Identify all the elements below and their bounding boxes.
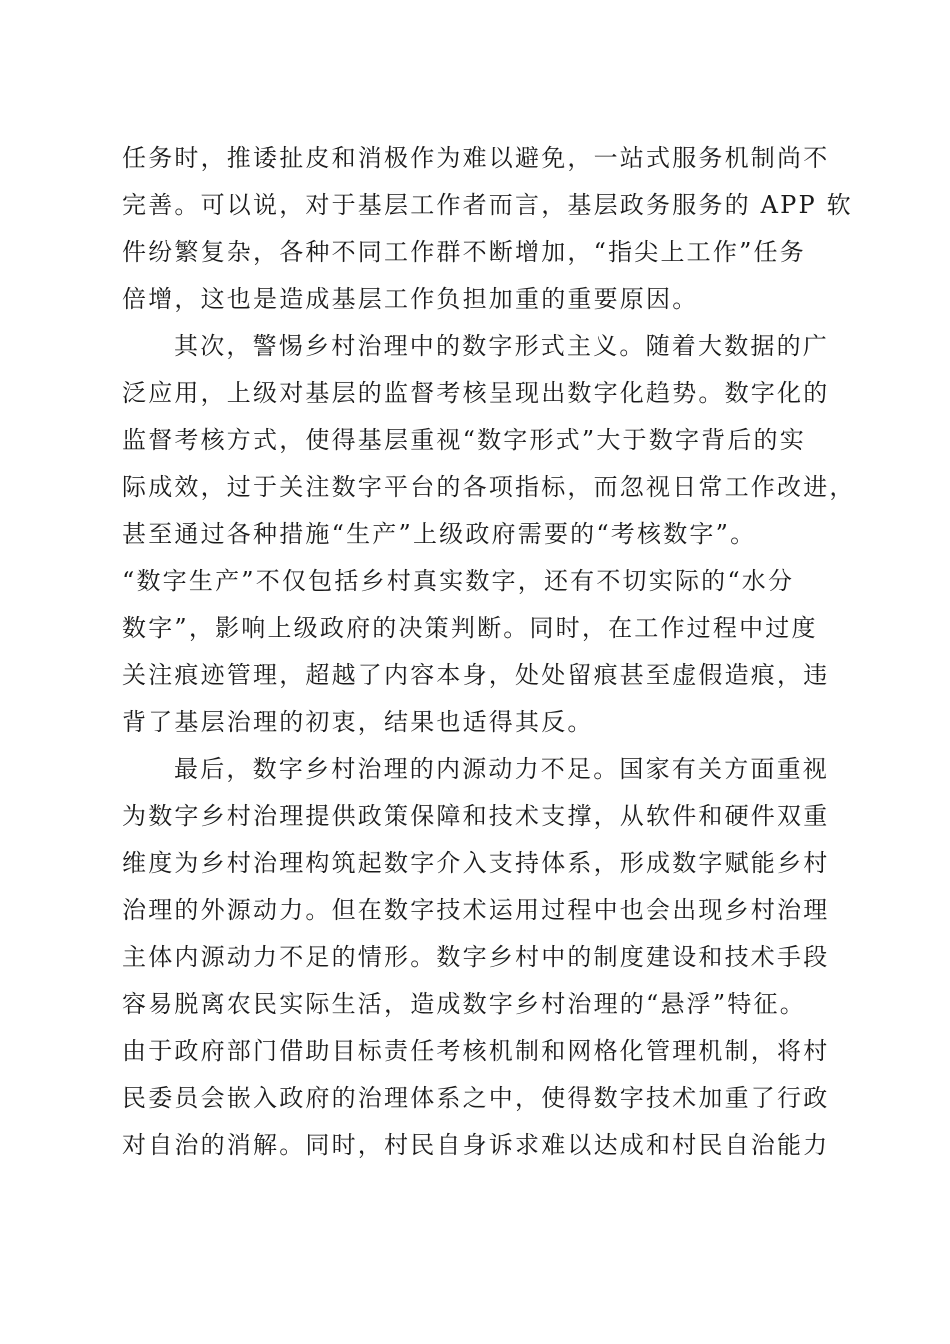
- text-line: 关注痕迹管理，超越了内容本身，处处留痕甚至虚假造痕，违: [122, 661, 830, 689]
- text-line: 监督考核方式，使得基层重视“数字形式”大于数字背后的实: [122, 426, 806, 454]
- text-line: 甚至通过各种措施“生产”上级政府需要的“考核数字”。: [122, 520, 757, 548]
- text-line: 维度为乡村治理构筑起数字介入支持体系，形成数字赋能乡村: [122, 849, 830, 877]
- text-line: 由于政府部门借助目标责任考核机制和网格化管理机制，将村: [122, 1037, 830, 1065]
- text-line: “数字生产”不仅包括乡村真实数字，还有不切实际的“水分: [122, 567, 795, 595]
- text-line: 容易脱离农民实际生活，造成数字乡村治理的“悬浮”特征。: [122, 990, 806, 1018]
- text-line: 泛应用，上级对基层的监督考核呈现出数字化趋势。数字化的: [122, 379, 830, 407]
- text-line: 为数字乡村治理提供政策保障和技术支撑，从软件和硬件双重: [122, 802, 830, 830]
- paragraph-start-line: 最后，数字乡村治理的内源动力不足。国家有关方面重视: [174, 755, 829, 783]
- text-line: 件纷繁复杂，各种不同工作群不断增加，“指尖上工作”任务: [122, 238, 806, 266]
- text-line: 任务时，推诿扯皮和消极作为难以避免，一站式服务机制尚不: [122, 144, 830, 172]
- text-line: 背了基层治理的初衷，结果也适得其反。: [122, 708, 594, 736]
- text-line: 主体内源动力不足的情形。数字乡村中的制度建设和技术手段: [122, 943, 830, 971]
- text-line: 倍增，这也是造成基层工作负担加重的重要原因。: [122, 285, 699, 313]
- text-line: 治理的外源动力。但在数字技术运用过程中也会出现乡村治理: [122, 896, 830, 924]
- text-line: 际成效，过于关注数字平台的各项指标，而忽视日常工作改进，: [122, 473, 856, 501]
- text-line: 完善。可以说，对于基层工作者而言，基层政务服务的 APP 软: [122, 191, 853, 219]
- text-line: 民委员会嵌入政府的治理体系之中，使得数字技术加重了行政: [122, 1084, 830, 1112]
- paragraph-start-line: 其次，警惕乡村治理中的数字形式主义。随着大数据的广: [174, 332, 829, 360]
- body-text: [122, 135, 856, 1169]
- text-line: 数字”，影响上级政府的决策判断。同时，在工作过程中过度: [122, 614, 818, 642]
- text-line: 对自治的消解。同时，村民自身诉求难以达成和村民自治能力: [122, 1131, 830, 1159]
